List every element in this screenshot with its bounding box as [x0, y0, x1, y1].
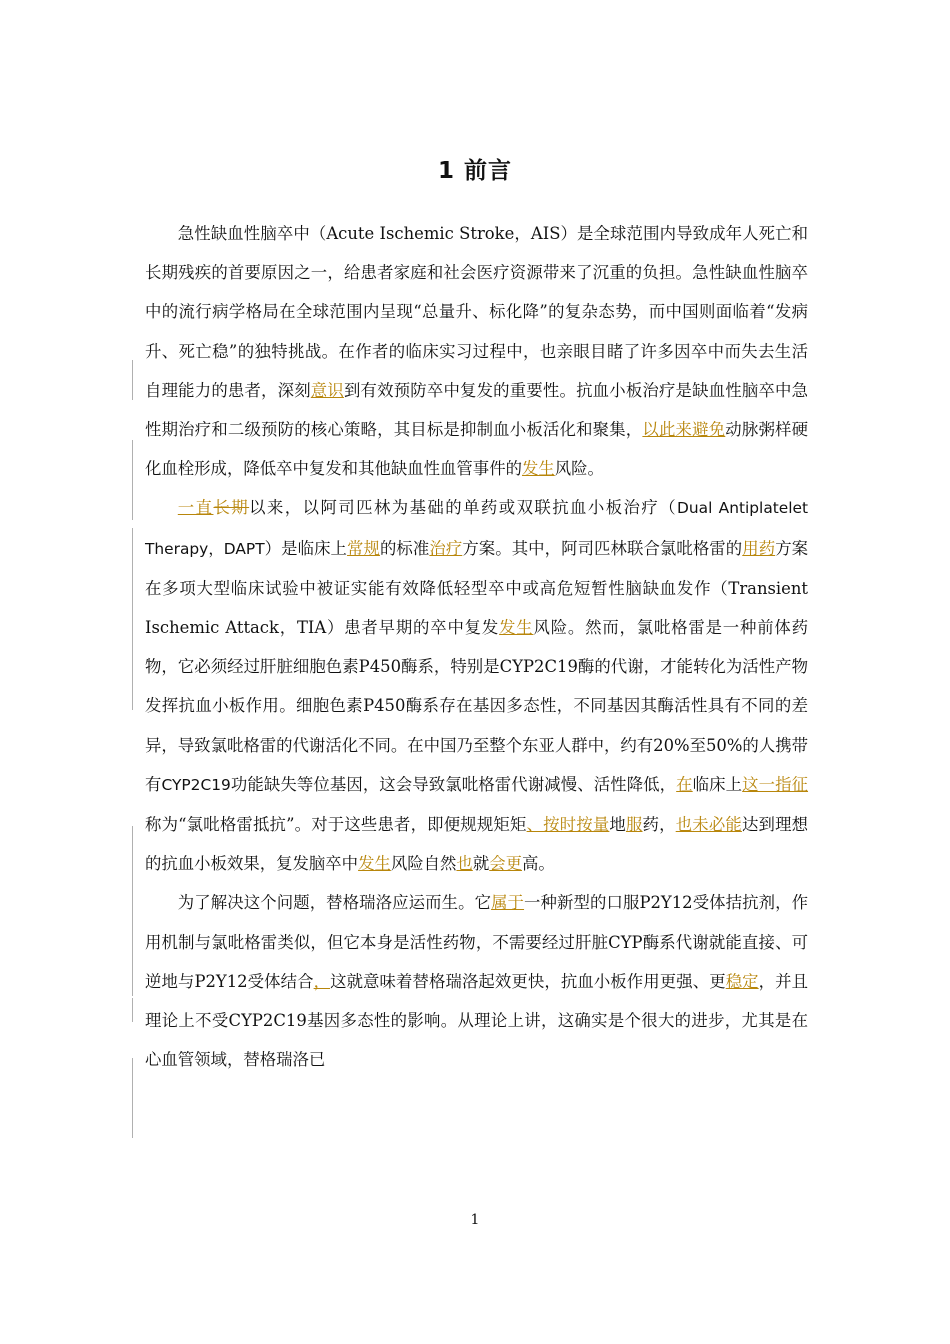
paragraph-1: 急性缺血性脑卒中（Acute Ischemic Stroke，AIS）是全球范围内导致成年人死亡和长期残疾的首要原因之一，给患者家庭和社会医疗资源带来了沉重的负担。急性缺血性脑卒中的流行病学格局在全球范围内呈现“总量升、标化降”的复杂态势，而中国则面临着“发病升、死亡稳”的独特挑战。在作者的临床实习过程中，也亲眼目睹了许多因卒中而失去生活自理能力的患者，深刻意识到有效预防卒中复发的重要性。抗血小板治疗是缺血性脑卒中急性期治疗和二级预防的核心策略，其目标是抑制血小板活化和聚集，以此来避免动脉粥样硬化血栓形成，降低卒中复发和其他缺血性血管事件的发生风险。	[145, 224, 809, 479]
tracked-insertion[interactable]: 发生	[358, 854, 391, 874]
tracked-insertion[interactable]: 发生	[521, 459, 555, 479]
tracked-insertion[interactable]: 在	[676, 774, 693, 794]
tracked-insertion[interactable]: 、按时按量	[526, 815, 610, 835]
paragraph-2: 一直长期以来，以阿司匹林为基础的单药或双联抗血小板治疗（Dual Antiplatelet Therapy，DAPT）是临床上常规的标准治疗方案。其中，阿司匹林联合氯吡格雷的用药方案在多项大型临床试验中被证实能有效降低轻型卒中或高危短暂性脑缺血发作（Transient Ischemic Attack，TIA）患者早期的卒中复发发生风险。然而，氯吡格雷是一种前体药物，它必须经过肝脏细胞色素P450酶系，特别是CYP2C19酶的代谢，才能转化为活性产物发挥抗血小板作用。细胞色素P450酶系存在基因多态性，不同基因其酶活性具有不同的差异，导致氯吡格雷的代谢活化不同。在中国乃至整个东亚人群中，约有20%至50%的人携带有CYP2C19功能缺失等位基因，这会导致氯吡格雷代谢减慢、活性降低，在临床上这一指征称为“氯吡格雷抵抗”。对于这些患者，即便规规矩矩、按时按量地服药，也未必能达到理想的抗血小板效果，复发脑卒中发生风险自然也就会更高。	[145, 498, 809, 874]
change-bar	[132, 998, 133, 1022]
tracked-insertion[interactable]: 以此来避免	[642, 420, 726, 440]
tracked-insertion[interactable]: 治疗	[429, 538, 463, 558]
change-bar	[132, 528, 133, 710]
tracked-insertion[interactable]: 常规	[347, 538, 380, 558]
change-bar	[132, 826, 133, 996]
tracked-insertion[interactable]: 用药	[742, 538, 776, 558]
tracked-insertion[interactable]: 意识	[310, 380, 344, 400]
tracked-insertion[interactable]: 会更	[489, 854, 522, 874]
tracked-insertion[interactable]: 也未必能	[675, 815, 742, 835]
tracked-insertion[interactable]: 稳定	[725, 971, 759, 991]
page-number: 1	[470, 1212, 480, 1228]
tracked-insertion[interactable]: ，	[313, 971, 331, 991]
tracked-insertion[interactable]: 服	[625, 815, 643, 835]
tracked-insertion[interactable]: 属于	[491, 893, 525, 913]
section-title: 1 前言	[437, 158, 512, 184]
tracked-insertion[interactable]: 一直	[177, 498, 214, 518]
document-body	[145, 214, 808, 1079]
change-bar	[132, 360, 133, 400]
change-bar	[132, 440, 133, 520]
tracked-insertion[interactable]: 也	[456, 854, 473, 874]
change-bar	[132, 1058, 133, 1138]
tracked-deletion[interactable]: 长期	[213, 498, 250, 518]
tracked-insertion[interactable]: 发生	[499, 618, 534, 638]
paragraph-3: 为了解决这个问题，替格瑞洛应运而生。它属于一种新型的口服P2Y12受体拮抗剂，作用机制与氯吡格雷类似，但它本身是活性药物，不需要经过肝脏CYP酶系代谢就能直接、可逆地与P2Y12受体结合，这就意味着替格瑞洛起效更快，抗血小板作用更强、更稳定，并且理论上不受CYP2C19基因多态性的影响。从理论上讲，这确实是个很大的进步，尤其是在心血管领域，替格瑞洛已	[145, 893, 809, 1070]
tracked-insertion[interactable]: 这一指征	[742, 774, 809, 794]
